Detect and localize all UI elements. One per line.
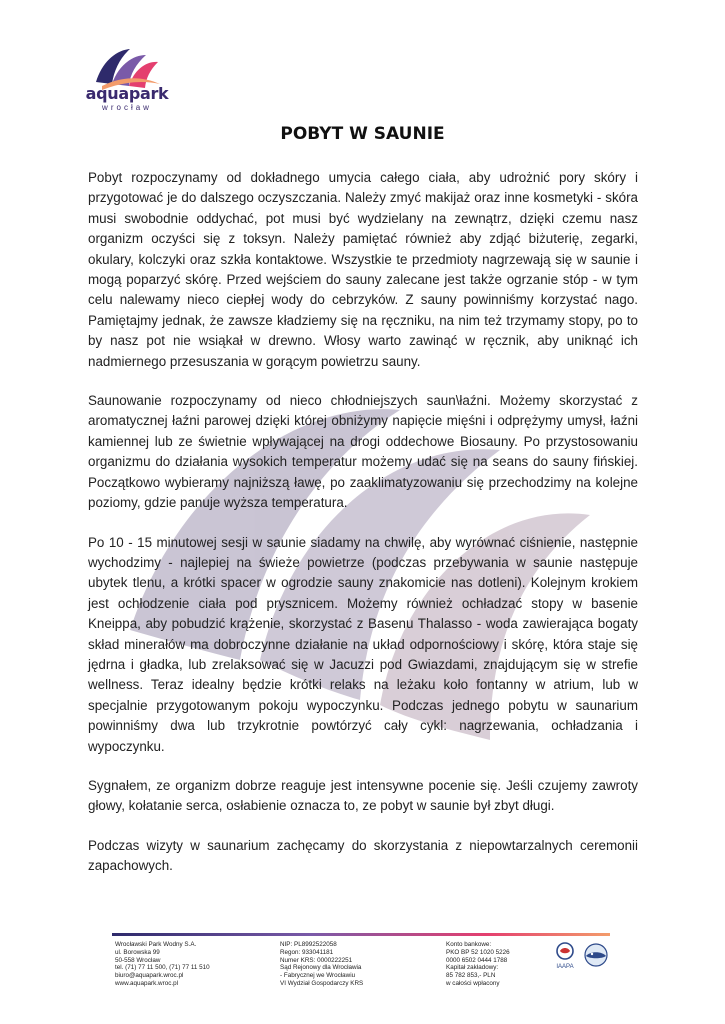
footer-divider — [112, 933, 610, 936]
page-title: POBYT W SAUNIE — [280, 124, 445, 144]
iaapa-badge-icon — [552, 940, 578, 970]
footer-line: w całości wpłacony — [446, 979, 500, 987]
footer-email[interactable]: biuro@aquapark.wroc.pl — [115, 972, 184, 980]
footer-company — [115, 941, 210, 988]
document-body — [88, 168, 638, 896]
footer-line: 0000 6502 0444 1788 — [446, 956, 508, 964]
footer-registry — [280, 941, 363, 988]
logo-wordmark: aquapark — [85, 84, 169, 103]
footer-line: Konto bankowe: — [446, 941, 492, 948]
footer-line: Regon: 933041181 — [280, 948, 334, 956]
footer-line: 85 782 853,- PLN — [446, 972, 496, 980]
footer-line: ul. Borowska 99 — [115, 948, 160, 956]
footer-line: Sąd Rejonowy dla Wrocławia — [280, 964, 362, 972]
footer-line: Wrocławski Park Wodny S.A. — [115, 941, 197, 948]
footer-line: Numer KRS: 0000222251 — [280, 956, 353, 964]
paragraph: Sygnałem, ze organizm dobrze reaguje jest intensywne pocenie się. Jeśli czujemy zawroty głowy, kołatanie serca, osłabienie oznacza to, ze pobyt w saunie był zbyt długi. — [88, 777, 638, 814]
paragraph: Saunowanie rozpoczynamy od nieco chłodniejszych saun\łaźni. Możemy skorzystać z aromatycznej łaźni parowej dzięki której obniżymy napięcie mięśni i odprężymy umysł, łaźni kamiennej lub ze świetnie wpływającej na drogi oddechowe Biosauny. Po przystosowaniu organizmu do działania wysokich temperatur możemy udać się na seans do sauny fińskiej. Początkowo wybieramy najniższą ławę, po zaaklimatyzowaniu się przechodzimy na kolejne poziomy, gdzie panuje wyższa temperatura. — [88, 393, 638, 511]
footer-line: PKO BP 52 1020 5226 — [446, 948, 510, 956]
footer-line: - Fabrycznej we Wrocławiu — [280, 972, 356, 980]
footer-website[interactable]: www.aquapark.wroc.pl — [115, 979, 178, 987]
footer-line: NIP: PL8992522058 — [280, 941, 337, 948]
paragraph: Podczas wizyty w saunarium zachęcamy do skorzystania z niepowtarzalnych ceremonii zapachowych. — [88, 837, 638, 874]
association-badge-icon — [580, 942, 612, 968]
footer-line: 50-558 Wrocław — [115, 956, 161, 964]
paragraph: Po 10 - 15 minutowej sesji w saunie siadamy na chwilę, aby wyrównać ciśnienie, następnie wychodzimy - najlepiej na świeże powietrze (podczas przebywania w saunie następuje ubytek tlenu, a krótki spacer w ogrodzie sauny znakomicie nas dotleni). Kolejnym krokiem jest ochłodzenie ciała pod prysznicem. Możemy również ochładzać stopy w basenie Kneippa, aby pobudzić krążenie, skorzystać z Basenu Thalasso - woda zawierająca bogaty skład minerałów ma dobroczynne działanie na układ odpornościowy i skórę, która staje się jędrna i gładka, lub zrelaksować się w Jacuzzi pod Gwiazdami, znajdującym się w strefie wellness. Teraz idealny będzie krótki relaks na leżaku koło fontanny w atrium, lub w specjalnie przygotowanym pokoju wypoczynku. Podczas jednego pobytu w saunarium powinniśmy dwa lub trzykrotnie powtórzyć cały cykl: nagrzewania, ochładzania i wypoczynku. — [88, 534, 638, 754]
footer-line: Kapitał zakładowy: — [446, 964, 499, 972]
footer-bank — [446, 941, 510, 988]
footer-line: tel. (71) 77 11 500, (71) 77 11 510 — [115, 964, 210, 972]
logo-city: wrocław — [102, 103, 152, 112]
footer-line: VI Wydział Gospodarczy KRS — [280, 979, 364, 987]
badge-label: IAAPA — [556, 964, 574, 970]
paragraph: Pobyt rozpoczynamy od dokładnego umycia całego ciała, aby udrożnić pory skóry i przygotować je do dalszego oczyszczania. Należy zmyć makijaż oraz inne kosmetyki - skóra musi swobodnie oddychać, pot musi być wydzielany na zewnątrz, dzięki czemu nasz organizm oczyści się z toksyn. Należy pamiętać również aby zdjąć biżuterię, zegarki, okulary, kolczyki oraz szkła kontaktowe. Wszystkie te przedmioty nagrzewają się w saunie i mogą poparzyć skórę. Przed wejściem do sauny zalecane jest także ogrzanie stóp - w tym celu nalewamy nieco ciepłej wody do cebrzyków. Z sauny powinniśmy korzystać nago. Pamiętajmy jednak, że zawsze kładziemy się na ręczniku, na nim też trzymamy stopy, po to by nasz pot nie wsiąkał w drewno. Włosy warto zawinąć w ręcznik, aby uniknąć ich nadmiernego przesuszania w gorącym powietrzu sauny. — [88, 170, 638, 369]
